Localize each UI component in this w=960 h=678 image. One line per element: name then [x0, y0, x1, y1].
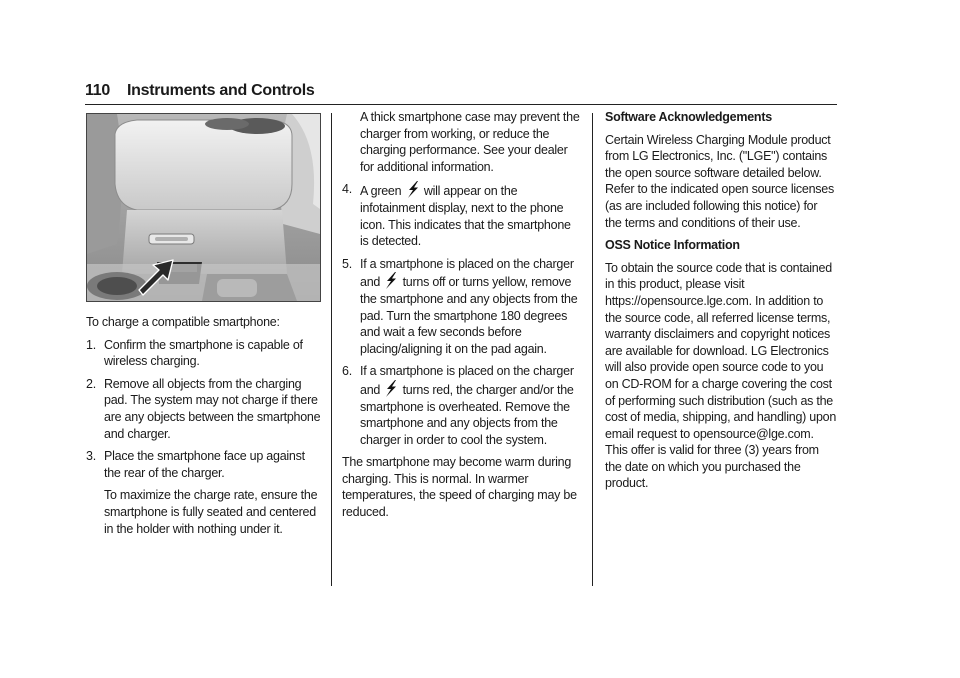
- step-text: turns off or turns yellow, remove the smartphone and any objects from the pad. Turn the smartphone 180 degrees and wait a few seconds before placing/aligning it on the pad again.: [360, 275, 578, 356]
- warm-charging-note: The smartphone may become warm during charging. This is normal. In warmer temperatures, the speed of charging may be reduced.: [342, 455, 577, 520]
- list-item: [86, 337, 324, 370]
- step-text: turns red, the charger and/or the smartphone is overheated. Remove the smartphone and any objects from the charger in order to cool the system.: [360, 382, 574, 447]
- step-text: Place the smartphone face up against the rear of the charger.: [104, 449, 305, 480]
- step-text: A green: [360, 184, 402, 199]
- lightning-bolt-icon: [385, 272, 397, 289]
- lightning-bolt-icon: [385, 380, 397, 397]
- step-number: 2.: [86, 376, 96, 391]
- column-divider-right: [592, 113, 593, 586]
- console-illustration: [87, 114, 320, 301]
- step-subtext: A thick smartphone case may prevent the charger from working, or reduce the charging performance. See your dealer for additional information.: [360, 110, 580, 174]
- step-subtext: To maximize the charge rate, ensure the smartphone is fully seated and centered in the holder with nothing under it.: [104, 488, 318, 536]
- lightning-bolt-icon: [407, 181, 419, 198]
- column-left: [86, 314, 324, 543]
- step-text: If a smartphone is placed on the charger and: [360, 256, 574, 290]
- step-number: 3.: [86, 449, 96, 464]
- wireless-charger-photo: [86, 113, 321, 302]
- software-acknowledgements-heading: Software Acknowledgements: [605, 110, 772, 124]
- page-header: [85, 82, 837, 105]
- column-middle: [342, 109, 582, 527]
- step-number: 6.: [342, 364, 352, 379]
- oss-notice-text: To obtain the source code that is contained in this product, please visit https://opensource.lge.com. In addition to the source code, all referred license terms, warranty disclaimers and copyright notices are available for download. LG Electronics will also provide open source code to you on CD-ROM for a charge covering the cost of performing such distribution (such as the cost of media, shipping, and handling) upon email request to opensource@lge.com. This offer is valid for three (3) years from the date on which you purchased the product.: [605, 260, 837, 491]
- steps-list-continued: [342, 109, 582, 448]
- column-right: [605, 109, 837, 498]
- steps-list: [86, 337, 324, 538]
- software-acknowledgements-text: Certain Wireless Charging Module product from LG Electronics, Inc. ("LGE") contains the open source software detailed below. Refer to the indicated open source licenses (as are included following this notice) for the terms and conditions of their use.: [605, 132, 834, 230]
- list-item: [86, 376, 324, 442]
- step-text: will appear on the infotainment display, next to the phone icon. This indicates that the smartphone is detected.: [360, 184, 571, 249]
- section-title: Instruments and Controls: [127, 82, 315, 99]
- list-item: [342, 109, 582, 175]
- step-text: Remove all objects from the charging pad. The system may not charge if there are any objects between the smartphone and charger.: [104, 376, 321, 441]
- step-text: Confirm the smartphone is capable of wireless charging.: [104, 337, 303, 369]
- step-text: If a smartphone is placed on the charger and: [360, 364, 574, 397]
- list-item: [342, 181, 582, 249]
- oss-notice-heading: OSS Notice Information: [605, 238, 740, 253]
- step-number: 1.: [86, 337, 96, 352]
- list-item: [86, 448, 324, 537]
- step-number: 4.: [342, 182, 352, 197]
- intro-text: To charge a compatible smartphone:: [86, 315, 280, 329]
- column-divider-left: [331, 113, 332, 586]
- step-number: 5.: [342, 256, 352, 271]
- list-item: [342, 363, 582, 448]
- list-item: [342, 256, 582, 358]
- page-number: 110: [85, 82, 110, 99]
